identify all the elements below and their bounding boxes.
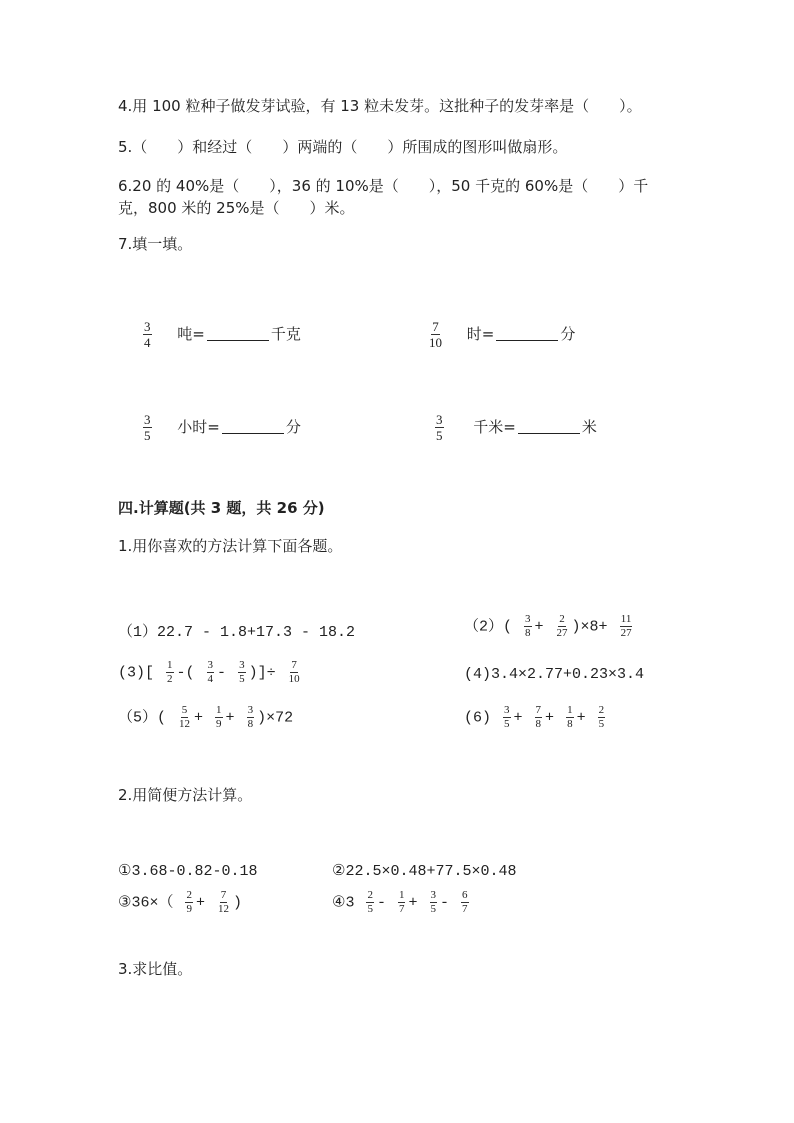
- problem-6: (6) $\frac{3}{5}$ + $\frac{7}{8}$ + $\frac{1}{8}$ + $\frac{2}{5}$: [464, 704, 605, 730]
- fraction: $\frac{7}{10}$: [429, 319, 442, 350]
- calc-question-3: 3.求比值。: [118, 960, 193, 978]
- simple-4: ④3 $\frac{2}{5}$ - $\frac{1}{7}$ + $\frac{3}{5}$ - $\frac{6}{7}$: [332, 889, 468, 915]
- fraction: $\frac{3}{5}$: [144, 412, 151, 443]
- problem-4: (4)3.4×2.77+0.23×3.4: [464, 666, 645, 683]
- question-4: 4.用 100 粒种子做发芽试验，有 13 粒未发芽。这批种子的发芽率是（ ）。: [118, 97, 642, 115]
- question-6-line-1: 6.20 的 40%是（ ），36 的 10%是（ ），50 千克的 60%是（ ）千: [118, 177, 649, 195]
- question-6-line-2: 克，800 米的 25%是（ ）米。: [118, 199, 355, 217]
- answer-blank[interactable]: [496, 326, 558, 341]
- simple-3: ③36×（ $\frac{2}{9}$ + $\frac{7}{12}$ ): [118, 889, 242, 915]
- question-5: 5.（ ）和经过（ ）两端的（ ）所围成的图形叫做扇形。: [118, 138, 568, 156]
- fill-item-2: $\frac{7}{10}$ 时= 分: [429, 319, 576, 350]
- answer-blank[interactable]: [518, 419, 580, 434]
- answer-blank[interactable]: [222, 419, 284, 434]
- problem-3: (3)[ $\frac{1}{2}$ -( $\frac{3}{4}$ - $\frac{3}{5}$ )]÷ $\frac{7}{10}$: [118, 659, 300, 685]
- fill-item-3: $\frac{3}{5}$ 小时= 分: [144, 412, 301, 443]
- fill-item-1: $\frac{3}{4}$ 吨= 千克: [144, 319, 301, 350]
- fill-item-4: $\frac{3}{5}$ 千米= 米: [436, 412, 597, 443]
- calc-question-1: 1.用你喜欢的方法计算下面各题。: [118, 537, 343, 555]
- simple-2: ②22.5×0.48+77.5×0.48: [332, 863, 517, 880]
- problem-5: （5）( $\frac{5}{12}$ + $\frac{1}{9}$ + $\frac{3}{8}$ )×72: [118, 704, 294, 730]
- problem-1: （1）22.7 - 1.8+17.3 - 18.2: [118, 624, 356, 641]
- problem-2: （2）( $\frac{3}{8}$ + $\frac{2}{27}$ )×8+ $\frac{11}{27}$: [464, 613, 632, 639]
- section-heading: 四.计算题(共 3 题，共 26 分): [118, 499, 325, 517]
- fraction: $\frac{3}{5}$: [436, 412, 443, 443]
- fraction: $\frac{3}{4}$: [144, 319, 151, 350]
- answer-blank[interactable]: [207, 326, 269, 341]
- simple-1: ①3.68-0.82-0.18: [118, 863, 258, 880]
- question-7: 7.填一填。: [118, 235, 193, 253]
- calc-question-2: 2.用简便方法计算。: [118, 786, 253, 804]
